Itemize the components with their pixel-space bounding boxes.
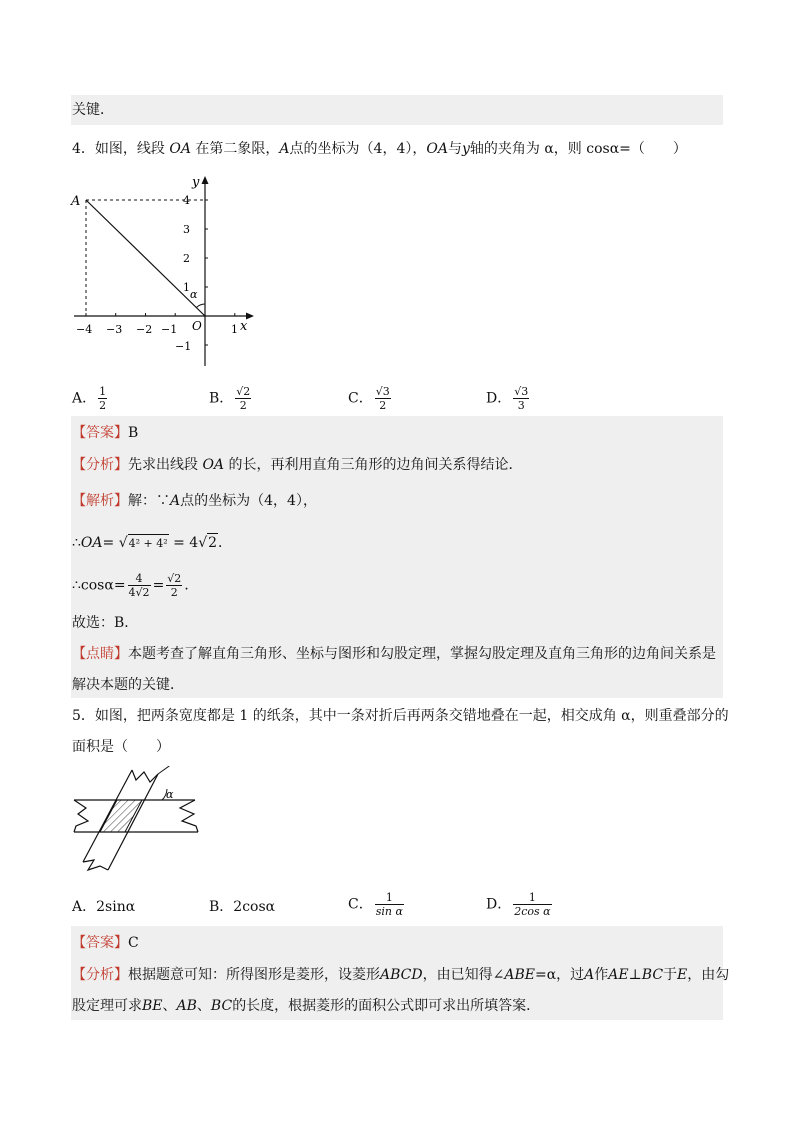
q4-solution: 【解析】解：∵A点的坐标为（4，4），	[72, 493, 317, 509]
label-a: A	[71, 194, 81, 209]
horizontal-strip-right-tear	[180, 800, 198, 832]
q4-option-b: B． $\frac{√2}{2}$	[209, 385, 251, 412]
q4-step-oa: ∴OA= √4² + 4² = 4√2．	[72, 535, 233, 551]
q4-comment-2: 解决本题的关键．	[72, 677, 184, 693]
q4-option-c: C． $\frac{√3}{2}$	[348, 385, 390, 412]
x-tick-label: −3	[106, 323, 123, 336]
q4-analysis: 【分析】先求出线段 OA 的长，再利用直角三角形的边角间关系得结论．	[72, 457, 523, 473]
q5-stem-2: 面积是（ ）	[72, 739, 170, 755]
q4-option-a: A． $\frac{1}{2}$	[72, 385, 107, 412]
q4-answer: 【答案】B	[72, 425, 139, 441]
q5-analysis-1: 【分析】根据题意可知：所得图形是菱形，设菱形ABCD，由已知得∠ABE=α，过A作AE⊥BC于E，由勾	[72, 967, 730, 983]
angle-arc	[197, 304, 205, 307]
y-tick-label: 3	[183, 223, 190, 236]
label-x: x	[240, 319, 248, 334]
label-alpha: α	[190, 288, 198, 301]
x-tick-label: −4	[76, 323, 93, 336]
angle-ray	[158, 766, 172, 774]
x-tick-label: −2	[136, 323, 153, 336]
q4-comment-1: 【点睛】本题考查了解直角三角形、坐标与图形和勾股定理，掌握勾股定理及直角三角形的边角间关系是	[72, 646, 716, 662]
q5-paper-strips-figure	[70, 766, 205, 878]
q4-option-d: D． $\frac{√3}{3}$	[486, 385, 529, 412]
shade-top-fragment	[71, 95, 723, 125]
top-fragment: 关键．	[72, 102, 114, 118]
q4-number: 4．	[72, 141, 95, 157]
q5-option-a: A．2sinα	[72, 899, 136, 915]
x-tick-label: 1	[231, 323, 238, 336]
q5-option-d: D． $\frac{1}{\text{2cos α}}$	[486, 891, 551, 918]
y-axis-arrow	[202, 176, 209, 184]
label-y: y	[192, 175, 200, 190]
q5-stem-1: 5．如图，把两条宽度都是 1 的纸条，其中一条对折后再两条交错地叠在一起，相交成角 α，则重叠部分的	[72, 708, 729, 724]
x-tick-label: −1	[161, 323, 178, 336]
label-alpha: α	[166, 788, 174, 801]
q4-coordinate-figure	[68, 168, 268, 368]
q4-choose: 故选：B．	[72, 615, 139, 631]
y-tick-label: 4	[183, 194, 190, 207]
y-tick-label: −1	[175, 340, 192, 353]
q5-answer: 【答案】C	[72, 935, 139, 951]
q4-stem: 4．如图，线段 OA 在第二象限，A点的坐标为（4，4），OA与y轴的夹角为 α，则 cosα=（ ）	[72, 141, 687, 157]
y-tick-label: 1	[183, 281, 190, 294]
q5-option-b: B．2cosα	[209, 899, 276, 915]
horizontal-strip-left-tear	[74, 800, 88, 832]
label-o: O	[192, 319, 202, 333]
y-tick-label: 2	[183, 252, 190, 265]
q5-option-c: C． $\frac{1}{\text{sin α}}$	[348, 891, 403, 918]
q5-number: 5．	[72, 708, 95, 724]
q5-analysis-2: 股定理可求BE、AB、BC的长度，根据菱形的面积公式即可求出所填答案．	[72, 998, 541, 1014]
q4-step-cos: ∴cosα= $\frac{4}{4√2}$ = $\frac{√2}{2}$ ．	[72, 572, 199, 599]
slanted-strip-bottom-tear	[83, 860, 108, 870]
